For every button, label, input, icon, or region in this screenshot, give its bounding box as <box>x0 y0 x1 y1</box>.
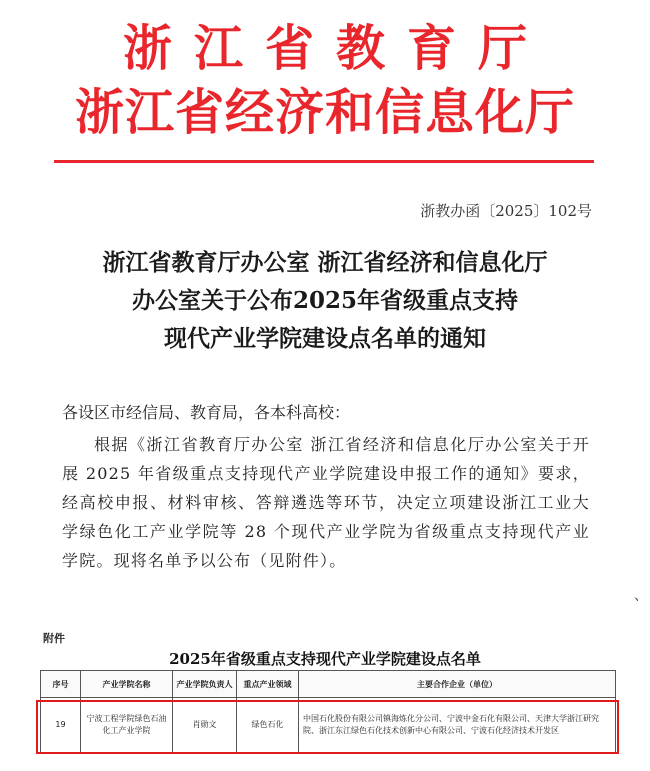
header-no: 序号 <box>41 671 81 698</box>
header-name: 产业学院名称 <box>81 671 173 698</box>
document-number: 浙教办函〔2025〕102号 <box>420 202 592 220</box>
header-field: 重点产业领域 <box>237 671 299 698</box>
title-line-1: 浙江省教育厅办公室 浙江省经济和信息化厅 <box>102 249 548 276</box>
table-row <box>41 698 616 753</box>
document-title <box>0 244 650 358</box>
body-paragraph: 根据《浙江省教育厅办公室 浙江省经济和信息化厅办公室关于开展 2025 年省级重点支持现代产业学院建设申报工作的通知》要求，经高校申报、材料审核、答辩遴选等环节，决定立项建设浙江工业大学绿色化工产业学院等 28 个现代产业学院为省级重点支持现代产业学院。现将名单予以公布（见附件）。 <box>62 435 590 570</box>
masthead-line-1: 浙江省教育厅 <box>122 19 549 77</box>
cell-name: 宁波工程学院绿色石油化工产业学院 <box>81 698 173 753</box>
masthead-divider <box>54 160 594 163</box>
masthead-line-2: 浙江省经济和信息化厅 <box>74 83 575 141</box>
header-leader: 产业学院负责人 <box>173 671 237 698</box>
attachment-label: 附件 <box>43 632 65 645</box>
title-line-3: 现代产业学院建设点名单的通知 <box>164 325 486 352</box>
cell-partners: 中国石化股份有限公司镇海炼化分公司、宁波中金石化有限公司、天津大学浙江研究院、浙江东江绿色石化技术创新中心有限公司、宁波石化经济技术开发区 <box>299 698 616 753</box>
addressee: 各设区市经信局、教育局，各本科高校： <box>62 403 351 422</box>
attachment-table <box>40 670 616 753</box>
cell-leader: 肖勋文 <box>173 698 237 753</box>
header-partners: 主要合作企业（单位） <box>299 671 616 698</box>
attachment-table-title: 2025年省级重点支持现代产业学院建设点名单 <box>169 650 481 668</box>
stray-mark: 、 <box>634 588 648 604</box>
cell-field: 绿色石化 <box>237 698 299 753</box>
cell-no: 19 <box>41 698 81 753</box>
title-line-2: 办公室关于公布2025年省级重点支持 <box>131 287 518 314</box>
body-text <box>62 430 590 575</box>
table-header-row <box>41 671 616 698</box>
